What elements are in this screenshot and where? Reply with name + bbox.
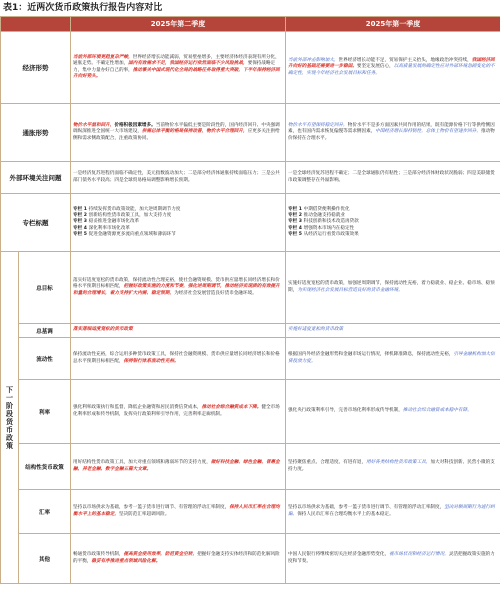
text-segment: 为经济社会发展营造良好货币金融环境。 [174,290,257,296]
text-segment: 保持人民币汇率在合理均衡水平上的基本稳定。 [297,511,394,517]
text-segment: 世界经济增长动能减弱，贸易壁垒增多，主要经济体经济表现有所分化，通胀走势。不确定性增加， [73,54,280,67]
text-segment: 坚持以市场供求为基础，参考一篮子货币进行调节、有管理的浮动汇率制度， [288,505,445,511]
row-zongmubiao [1,252,500,324]
text-segment: 当前外部环境更趋复杂严峻， [73,54,133,60]
text-segment: 根据国内外经济金融形势和金融市场运行情况，择机降准降息，保持流动性充裕， [288,352,454,358]
text-segment: 稳妥有序推进重点领域风险化解。 [91,558,161,564]
text-segment: 中期借贷便利操作优化 [303,206,350,212]
text-segment: 推动社会综合融资成本稳中有降。 [402,408,472,414]
header-row [1,17,500,32]
label-waibu: 外部环境关注问题 [1,162,71,194]
text-segment: 坚决对顺周期行为进行纠偏， [288,505,495,517]
cell-zhuanlan-q2 [71,194,286,252]
cell-qita-q1 [286,534,500,584]
row-jiegouxing [1,444,500,490]
text-segment: 当前物价水平偏低主要是阶段性的，国内经济回升、中央强调调纵深推进全国统一大市场建设， [73,123,280,135]
label-zhuanlan: 专栏标题 [1,194,71,252]
text-segment: 专栏 1 [288,206,304,212]
text-segment: 专栏 4 [73,225,89,231]
text-segment: 推动社会综合融资成本下降。 [201,405,262,411]
text-segment: 专栏 2 [73,213,89,219]
cell-zongmubiao-q1 [286,252,500,324]
text-segment: 落实落细适度宽松的货币政策 [73,327,133,333]
text-segment: 要保持战略定力，集中力量办好自己的事， [73,61,276,73]
text-segment: 引导金融机构加大信贷投放力度。 [288,352,495,364]
text-segment: 推动金融支持稳就业 [303,213,345,219]
text-segment: 实施好适度宽松的货币政策 [288,327,344,333]
row-zongjidiao [1,324,500,338]
text-segment: 一是经济复苏进程仍面临不确定性，美元指数波动加大；二是部分经济体通胀持续面临压力；三是公共部门债务水平较高；四是全球贸易格局调整影响增长预期。 [73,171,280,183]
text-segment: 稳妥推进金融市场化改革 [88,219,140,225]
row-huilv [1,490,500,534]
label-xiayijieduan: 下一阶段货币政策 [1,252,19,584]
header-q1: 2025年第一季度 [286,17,500,32]
text-segment: 专栏 3 [73,219,89,225]
text-segment: 当前外部冲击影响加大， [288,58,339,64]
cell-zongjidiao-q1 [286,324,500,338]
text-segment: 坚持聚焦重点、合理适度、有进有退， [288,460,367,466]
header-q2: 2025年第二季度 [71,17,286,32]
row-waibu [1,162,500,194]
text-segment: 专栏 1 [73,206,89,212]
row-jingji [1,32,500,104]
text-segment: 坚决防范汇率超调风险。 [118,511,170,517]
text-segment: 促进金融资源更多流向重点领域和薄弱环节 [88,231,176,237]
text-segment: 要坚定发展信心， [356,64,394,70]
policy-comparison-table [0,16,500,584]
text-segment: 世界经济增长动能不足，贸易保护主义抬头，地缘政治冲突持续， [338,58,472,64]
text-segment: 供需总体平衡的格局保持改善，物价水平合理回升， [141,129,248,135]
text-segment: 做好科技金融、绿色金融、普惠金融、养老金融、数字金融五篇大文章。 [73,460,280,472]
text-segment: 国内有效需求不足，我国经济运行依然面临不少风险挑战， [128,61,248,67]
text-segment: 保持流动性充裕，综合运用多种货币政策工具，保持社会融资规模、货币供应量增长同经济增长和价格总水平预期目标相匹配， [73,352,280,364]
label-zongjidiao: 总基调 [19,324,71,338]
text-segment: 强化利率政策执行和监督，降低企业融资和居民消费信贷成本， [73,405,202,411]
cell-jingji-q2 [71,32,286,104]
text-segment: 持续发挥货币政策效能，加大逆周期调节力度 [88,206,181,212]
cell-liudongxing-q2 [71,338,286,380]
text-segment: 专栏 2 [288,213,304,219]
text-segment: 保持银行体系流动性充裕。 [123,358,179,364]
label-liudongxing: 流动性 [19,338,71,380]
cell-lilu-q1 [286,380,500,444]
cell-tongzhang-q1 [286,104,500,162]
cell-jingji-q1 [286,32,500,104]
cell-waibu-q1 [286,162,500,194]
text-segment: 灵活把握政策实施的力度和节奏。 [288,552,495,564]
text-segment: 物价水平温和回升， [73,123,115,129]
cell-huilv-q2 [71,490,286,534]
row-zhuanlan [1,194,500,252]
text-segment: 中国人民银行将继续密切关注经济金融形势变化， [288,552,390,558]
text-segment: 专栏 3 [288,219,304,225]
label-lilu: 利率 [19,380,71,444]
text-segment: 提高资金使用效率，防范资金空转， [123,552,198,558]
label-zongmubiao: 总目标 [19,252,71,324]
cell-qita-q2 [71,534,286,584]
text-segment: 科技创新和技术改造再贷款 [303,219,359,225]
row-qita [1,534,500,584]
cell-lilu-q2 [71,380,286,444]
cell-waibu-q2 [71,162,286,194]
cell-huilv-q1 [286,490,500,534]
text-segment: 价格积极因素增多。 [114,123,156,129]
text-segment: 物价水平不是多方面因素共同作用的结果，既有能源价格下行等供给侧因素，也有国内需求恢复偏慢等需求侧因素， [288,123,495,135]
text-segment: 专栏 5 [73,231,89,237]
text-segment: 强化央行政策利率引导，完善市场化利率形成传导机制， [288,408,403,414]
cell-jiegouxing-q2 [71,444,286,490]
row-tongzhang [1,104,500,162]
text-segment: 应更多关注供给侧和需求侧政策配合，注重政策协同。 [73,129,280,141]
text-segment: 用好各类结构性货币政策工具， [366,460,431,466]
cell-liudongxing-q1 [286,338,500,380]
header-blank [1,17,71,32]
label-jiegouxing: 结构性货币政策 [19,444,71,490]
label-tongzhang: 通胀形势 [1,104,71,162]
cell-jiegouxing-q1 [286,444,500,490]
text-segment: 加大对科技创新、民营小微的支持力度。 [288,460,495,472]
text-segment: 健全市场化利率形成和传导机制，发挥央行政策利率引导作用，完善利率走廊机制。 [73,405,280,417]
text-segment: 推动事关中国式现代化全局的战略任务取得重大突破，下半年保持经济回升向好势头。 [73,67,280,79]
text-segment: 推动物价保持在合理水平。 [288,129,495,141]
text-segment: 创新结构性货币政策工具，加大支持力度 [88,213,172,219]
text-segment: 保持人民币汇率在合理均衡水平上的基本稳定， [73,505,280,517]
row-lilu [1,380,500,444]
cell-zongmubiao-q2 [71,252,286,324]
cell-zhuanlan-q1 [286,194,500,252]
label-qita: 其他 [19,534,71,584]
text-segment: 专栏 4 [288,225,304,231]
cell-zongjidiao-q2 [71,324,286,338]
text-segment: 实施好适度宽松的货币政策，加强逆周期调节，保持流动性充裕，着力稳就业、稳企业、稳市场、稳预期， [288,281,495,293]
text-segment: 落实好适度宽松的货币政策，保持流动性合理充裕，使社会融资规模、货币供应量增长同经济增长和价格水平预期目标相匹配， [73,278,280,290]
text-segment: 我国经济回升向好的基础还需要进一步稳固。 [288,58,495,70]
table-title: 表1：近两次货币政策执行报告内容对比 [3,3,163,13]
text-segment: 坚持以市场供求为基础，参考一篮子货币进行调节、有管理的浮动汇率制度， [73,505,230,511]
text-segment: 增强资本市场内在稳定性 [303,225,355,231]
text-segment: 一是全球经济复苏进程不确定；二是全球通胀仍有粘性；三是部分经济体财政状况脆弱；四是美联储货币政策调整存在外溢影响。 [288,171,495,183]
text-segment: 把握好金融支持实体经济和防范化解风险的平衡， [73,552,280,564]
text-segment: 中国经济增长保持韧性，总体上物价有望逐步回升， [375,129,481,135]
text-segment: 物价水平有望保持稳定回升， [288,123,348,129]
text-segment: 从经济运行看货币政策效果 [303,231,359,237]
text-segment: 把握好政策实施的力度和节奏，强化逆周期调节，推动经济实现质的有效提升和量的合理增长，着力支持扩大内需、稳定预期， [73,284,280,296]
label-jingji: 经济形势 [1,32,71,104]
text-segment: 用好结构性货币政策工具，加大对重点领域和薄弱环节的支持力度， [73,460,211,466]
text-segment: 视市场状况和经济运行情况， [389,552,449,558]
label-huilv: 汇率 [19,490,71,534]
text-segment: 畅通货币政策传导机制， [73,552,124,558]
text-segment: 为实现经济社会发展目标营造良好的货币金融环境。 [297,287,403,293]
text-segment: 深化利率市场化改革 [88,225,130,231]
text-segment: 以高质量发展的确定性应对外部环境急剧变化的不确定性，实现今年经济社会发展目标和任务。 [288,64,495,76]
text-segment: 专栏 5 [288,231,304,237]
row-liudongxing [1,338,500,380]
cell-tongzhang-q2 [71,104,286,162]
